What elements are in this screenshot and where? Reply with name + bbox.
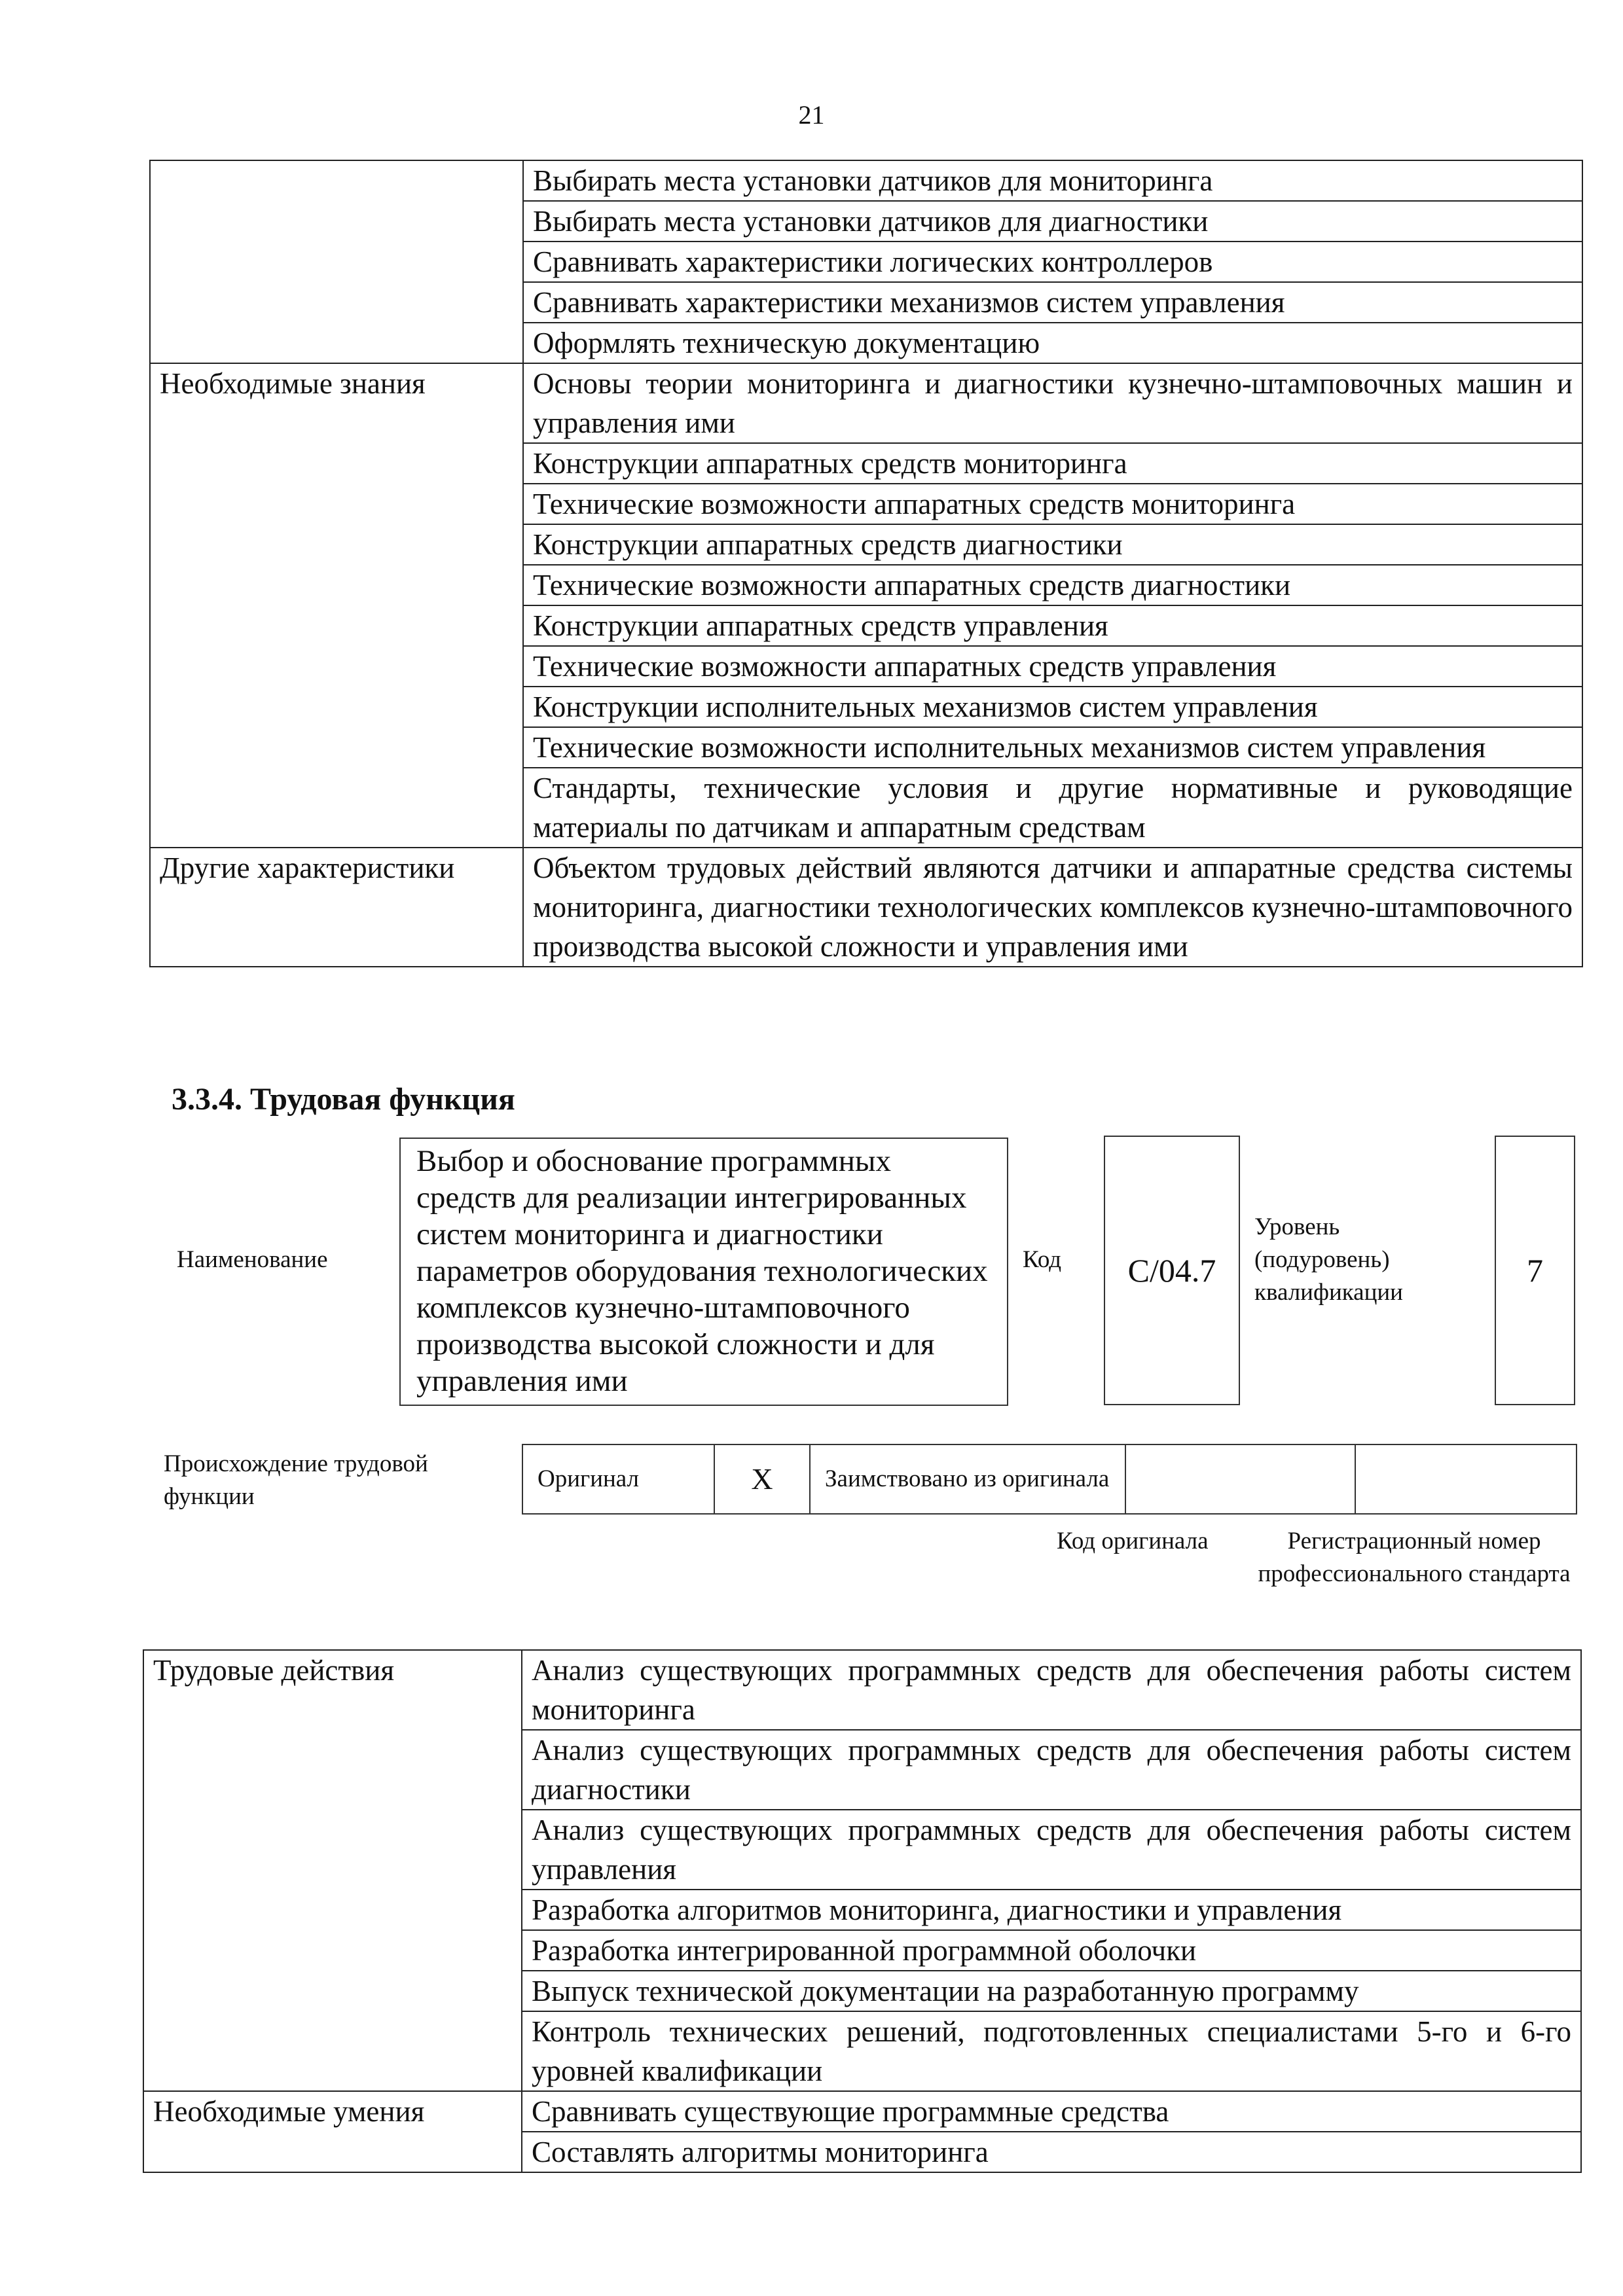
original-cell (522, 1444, 714, 1514)
original-mark: X (751, 1462, 773, 1496)
list-item: Технические возможности исполнительных механизмов систем управления (523, 727, 1582, 768)
list-item: Составлять алгоритмы мониторинга (522, 2132, 1581, 2172)
function-name-box: Выбор и обоснование программных средств для реализации интегрированных систем мониторинга и диагностики параметров оборудования технологических комплексов кузнечно-штамповочного производства высокой сложности и для управления ими (399, 1138, 1008, 1406)
origin-label: Происхождение трудовой функции (164, 1450, 428, 1510)
list-item: Сравнивать существующие программные средства (522, 2091, 1581, 2132)
labor-actions-table (143, 1649, 1582, 2173)
borrowed-label: Заимствовано из оригинала (825, 1465, 1110, 1492)
level-value: 7 (1527, 1252, 1543, 1289)
list-item: Технические возможности аппаратных средств мониторинга (523, 484, 1582, 524)
code-label: Код (1023, 1246, 1062, 1273)
table-row (150, 848, 1582, 967)
list-item: Выпуск технической документации на разработанную программу (522, 1971, 1581, 2011)
list-item: Конструкции исполнительных механизмов систем управления (523, 687, 1582, 727)
table-row (143, 1650, 1581, 1730)
list-item: Технические возможности аппаратных средств диагностики (523, 565, 1582, 605)
table-row (150, 363, 1582, 443)
reg-number-caption: Регистрационный номер профессионального стандарта (1258, 1528, 1571, 1587)
code-original-caption: Код оригинала (1057, 1528, 1209, 1554)
list-item: Конструкции аппаратных средств диагностики (523, 524, 1582, 565)
list-item: Стандарты, технические условия и другие нормативные и руководящие материалы по датчикам и аппаратным средствам (523, 768, 1582, 848)
code-box (1104, 1136, 1240, 1405)
list-item: Анализ существующих программных средств для обеспечения работы систем мониторинга (522, 1650, 1581, 1730)
list-item: Конструкции аппаратных средств управления (523, 605, 1582, 646)
list-item: Основы теории мониторинга и диагностики кузнечно-штамповочных машин и управления ими (523, 363, 1582, 443)
list-item: Технические возможности аппаратных средств управления (523, 646, 1582, 687)
original-label: Оригинал (538, 1465, 640, 1492)
list-item: Разработка интегрированной программной оболочки (522, 1930, 1581, 1971)
list-item: Сравнивать характеристики логических контроллеров (523, 242, 1582, 282)
requirements-table-continued (149, 160, 1583, 967)
list-item: Объектом трудовых действий являются датчики и аппаратные средства системы мониторинга, диагностики технологических комплексов кузнечно-штамповочного производства высокой сложности и управления ими (523, 848, 1582, 967)
row-label-knowledge: Необходимые знания (150, 363, 523, 848)
row-label-skills: Необходимые умения (143, 2091, 522, 2172)
borrowed-cell (810, 1444, 1125, 1514)
original-mark-cell (714, 1444, 810, 1514)
section-heading: 3.3.4. Трудовая функция (172, 1082, 515, 1117)
list-item: Выбирать места установки датчиков для мониторинга (523, 160, 1582, 201)
table-row (143, 2091, 1581, 2132)
code-original-cell (1125, 1444, 1355, 1514)
reg-number-cell (1355, 1444, 1577, 1514)
list-item: Выбирать места установки датчиков для диагностики (523, 201, 1582, 242)
row-label-other: Другие характеристики (150, 848, 523, 967)
name-label: Наименование (177, 1246, 328, 1273)
page-number: 21 (798, 100, 825, 130)
origin-table (522, 1444, 1577, 1515)
list-item: Конструкции аппаратных средств мониторинга (523, 443, 1582, 484)
row-label (150, 160, 523, 363)
qualification-level-label: Уровень (подуровень) квалификации (1254, 1213, 1403, 1306)
list-item: Анализ существующих программных средств для обеспечения работы систем управления (522, 1810, 1581, 1890)
list-item: Оформлять техническую документацию (523, 323, 1582, 363)
code-value: С/04.7 (1127, 1252, 1216, 1289)
list-item: Контроль технических решений, подготовленных специалистами 5-го и 6-го уровней квалификации (522, 2011, 1581, 2091)
row-label-actions: Трудовые действия (143, 1650, 522, 2091)
list-item: Сравнивать характеристики механизмов систем управления (523, 282, 1582, 323)
table-row (150, 160, 1582, 201)
list-item: Разработка алгоритмов мониторинга, диагностики и управления (522, 1890, 1581, 1930)
list-item: Анализ существующих программных средств для обеспечения работы систем диагностики (522, 1730, 1581, 1810)
table-row (522, 1444, 1577, 1514)
level-box (1495, 1136, 1575, 1405)
